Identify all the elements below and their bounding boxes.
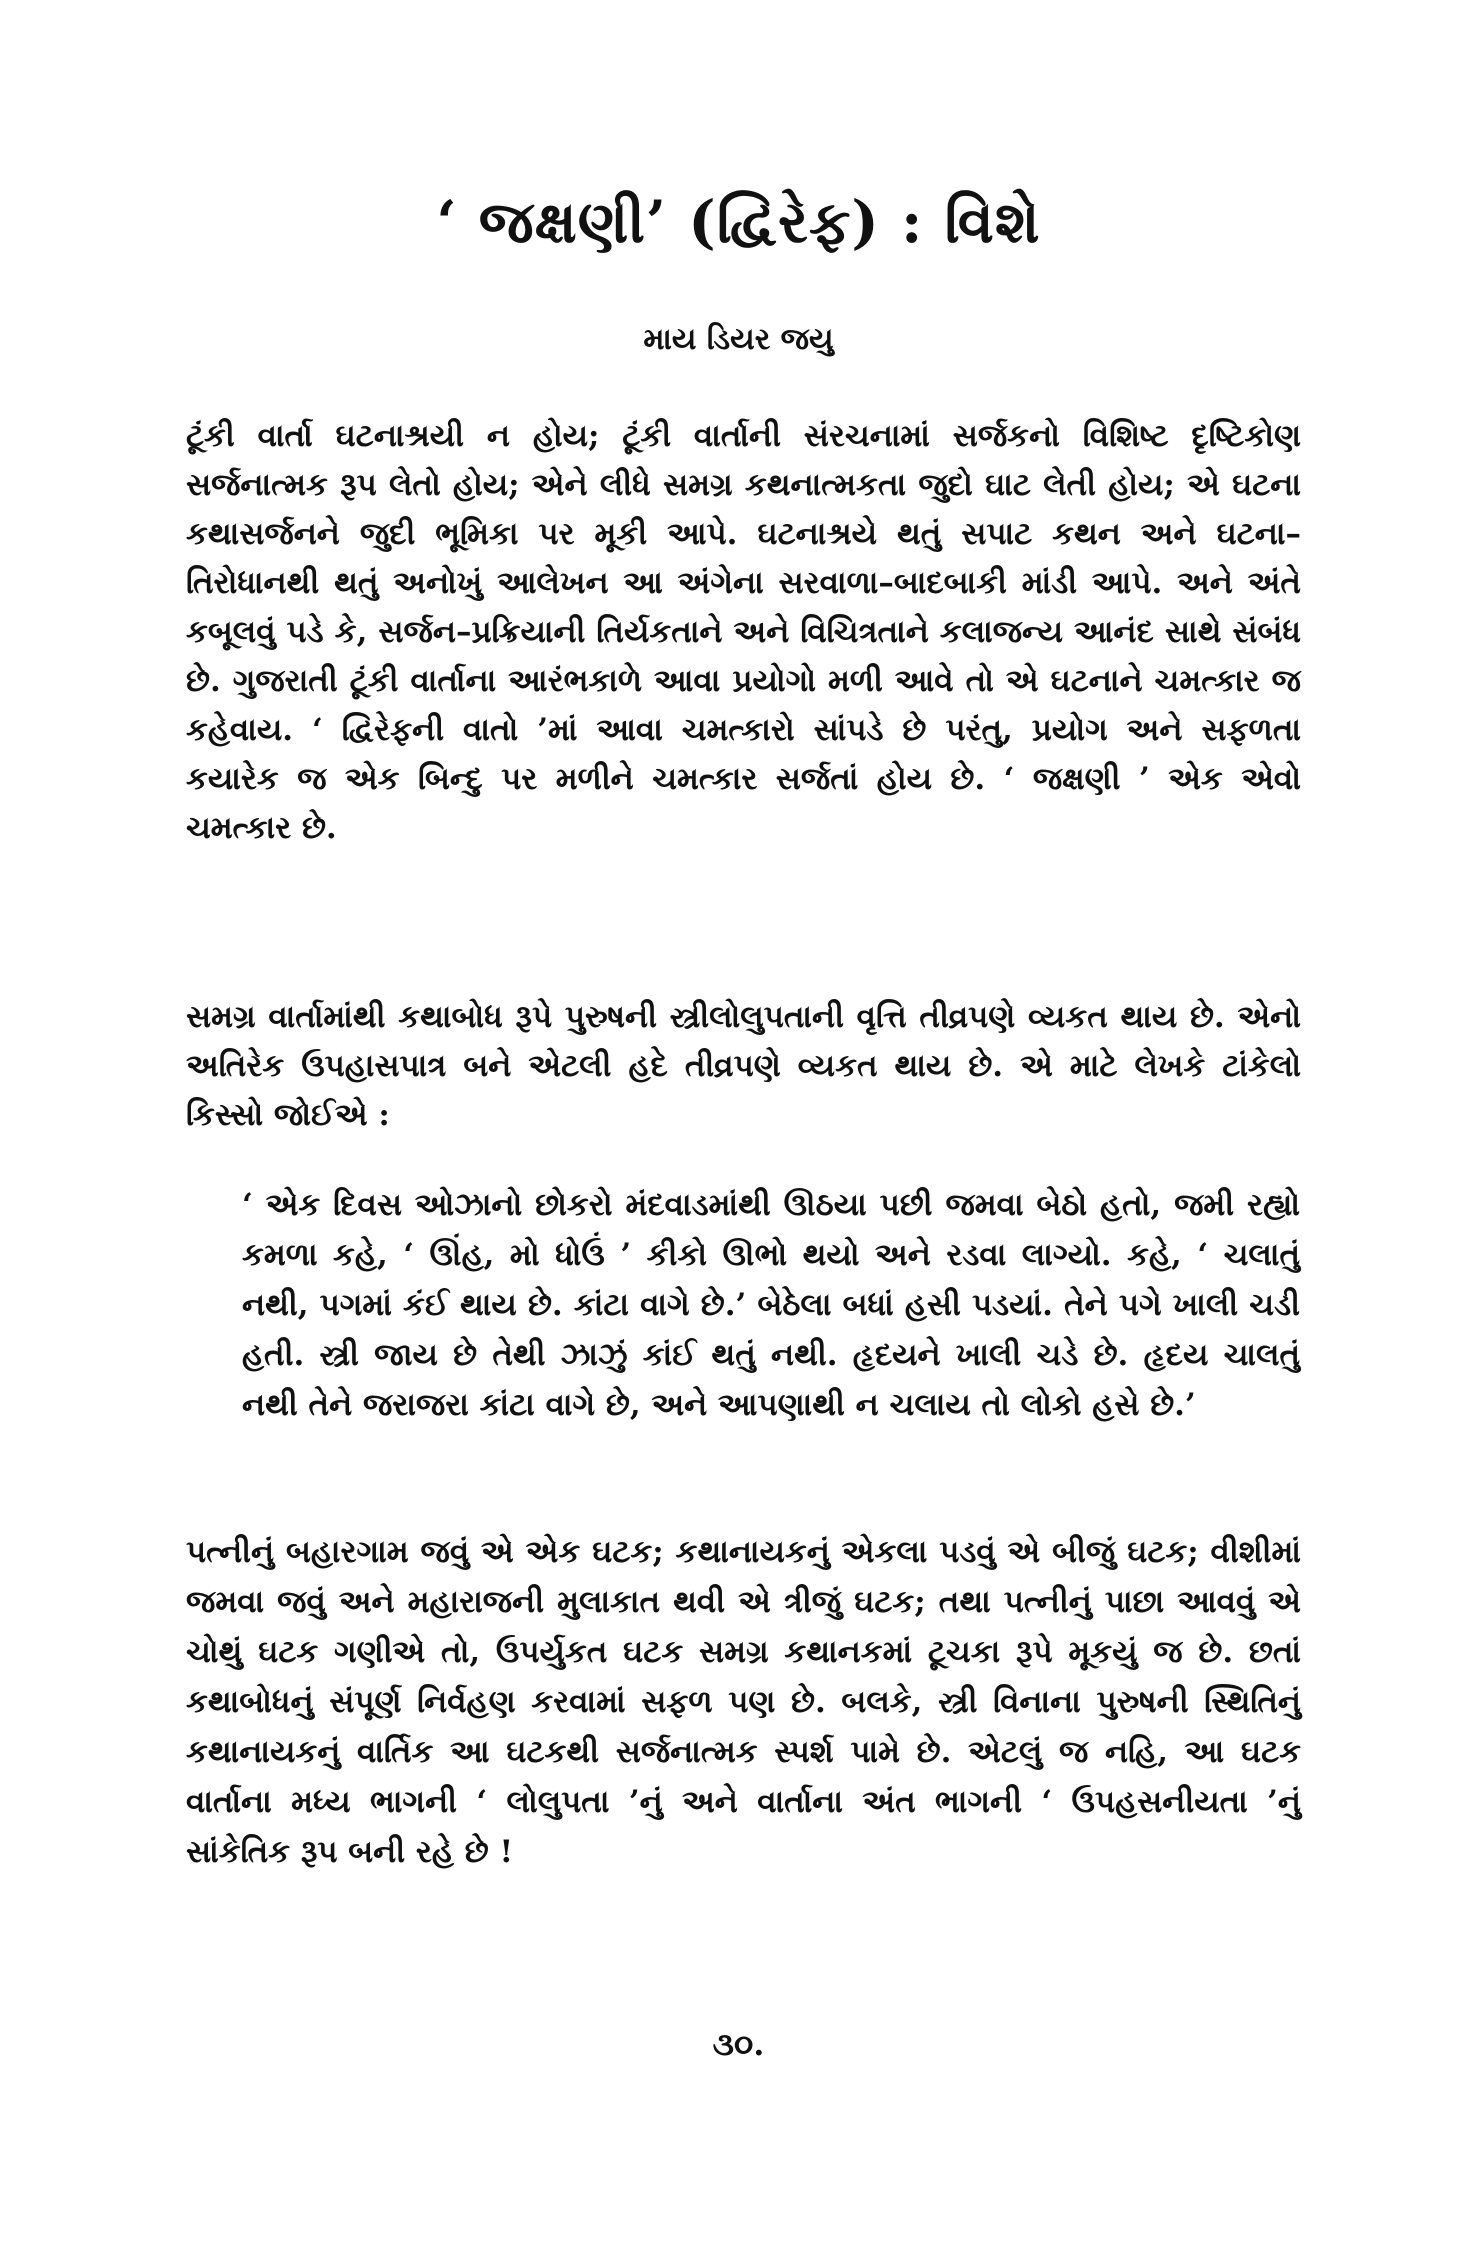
quoted-passage: ‘ એક દિવસ ઓઝાનો છોકરો મંદવાડમાંથી ઊઠયા પછી જમવા બેઠો હતો, જમી રહ્યો કમળા કહે, ‘ ઊંહ, મો ધોઉં ’ કીકો ઊભો થયો અને રડવા લાગ્યો. કહે, ‘ ચલાતું નથી, પગમાં કંઈ થાય છે. કાંટા વાગે છે.’ બેઠેલા બધાં હસી પડયાં. તેને પગે ખાલી ચડી હતી. સ્ત્રી જાય છે તેથી ઝાઝું કાંઈ થતું નથી. હૃદયને ખાલી ચડે છે. હૃદય ચાલતું નથી તેને જરાજરા કાંટા વાગે છે, અને આપણાથી ન ચલાય તો લોકો હસે છે.’ [242,1187,1300,1423]
paragraph-theme: સમગ્ર વાર્તામાંથી કથાબોધ રૂપે પુરુષની સ્ત્રીલોલુપતાની વૃત્તિ તીવ્રપણે વ્યકત થાય છે. એનો અતિરેક ઉપહાસપાત્ર બને એટલી હદે તીવ્રપણે વ્યકત થાય છે. એ માટે લેખકે ટાંકેલો કિસ્સો જોઈએ : [186,999,1301,1133]
chapter-author: માય ડિયર જયુ [643,322,834,357]
paragraph-intro: ટૂંકી વાર્તા ઘટનાશ્રયી ન હોય; ટૂંકી વાર્તાની સંરચનામાં સર્જકનો વિશિષ્ટ દૃષ્ટિકોણ સર્જનાત્મક રૂપ લેતો હોય; એને લીધે સમગ્ર કથનાત્મકતા જુદો ઘાટ લેતી હોય; એ ઘટના કથાસર્જનને જુદી ભૂમિકા પર મૂકી આપે. ઘટનાશ્રયે થતું સપાટ કથન અને ઘટના–તિરોધાનથી થતું અનોખું આલેખન આ અંગેના સરવાળા–બાદબાકી માંડી આપે. અને અંતે કબૂલવું પડે કે, સર્જન–પ્રક્રિયાની તિર્યકતાને અને વિચિત્રતાને કલાજન્ય આનંદ સાથે સંબંધ છે. ગુજરાતી ટૂંકી વાર્તાના આરંભકાળે આવા પ્રયોગો મળી આવે તો એ ઘટનાને ચમત્કાર જ કહેવાય. ‘ દ્વિરેફની વાતો ’માં આવા ચમત્કારો સાંપડે છે પરંતુ, પ્રયોગ અને સફળતા કયારેક જ એક બિન્દુ પર મળીને ચમત્કાર સર્જતાં હોય છે. ‘ જક્ષણી ’ એક એવો ચમત્કાર છે. [186,418,1301,846]
page-number: ૩૦. [712,2025,765,2063]
chapter-title: ‘ જક્ષણી’ (દ્વિરેફ) : વિશે [436,188,1041,256]
paragraph-analysis: પત્નીનું બહારગામ જવું એ એક ઘટક; કથાનાયકનું એકલા પડવું એ બીજું ઘટક; વીશીમાં જમવા જવું અને મહારાજની મુલાકાત થવી એ ત્રીજું ઘટક; તથા પત્નીનું પાછા આવવું એ ચોથું ઘટક ગણીએ તો, ઉપર્યુકત ઘટક સમગ્ર કથાનકમાં ટૂચકા રૂપે મૂકયું જ છે. છતાં કથાબોધનું સંપૂર્ણ નિર્વહણ કરવામાં સફળ પણ છે. બલકે, સ્ત્રી વિનાના પુરુષની સ્થિતિનું કથાનાયકનું વાર્તિક આ ઘટકથી સર્જનાત્મક સ્પર્શ પામે છે. એટલું જ નહિ, આ ઘટક વાર્તાના મધ્ય ભાગની ‘ લોલુપતા ’નું અને વાર્તાના અંત ભાગની ‘ ઉપહસનીયતા ’નું સાંકેતિક રૂપ બની રહે છે ! [186,1534,1301,1870]
